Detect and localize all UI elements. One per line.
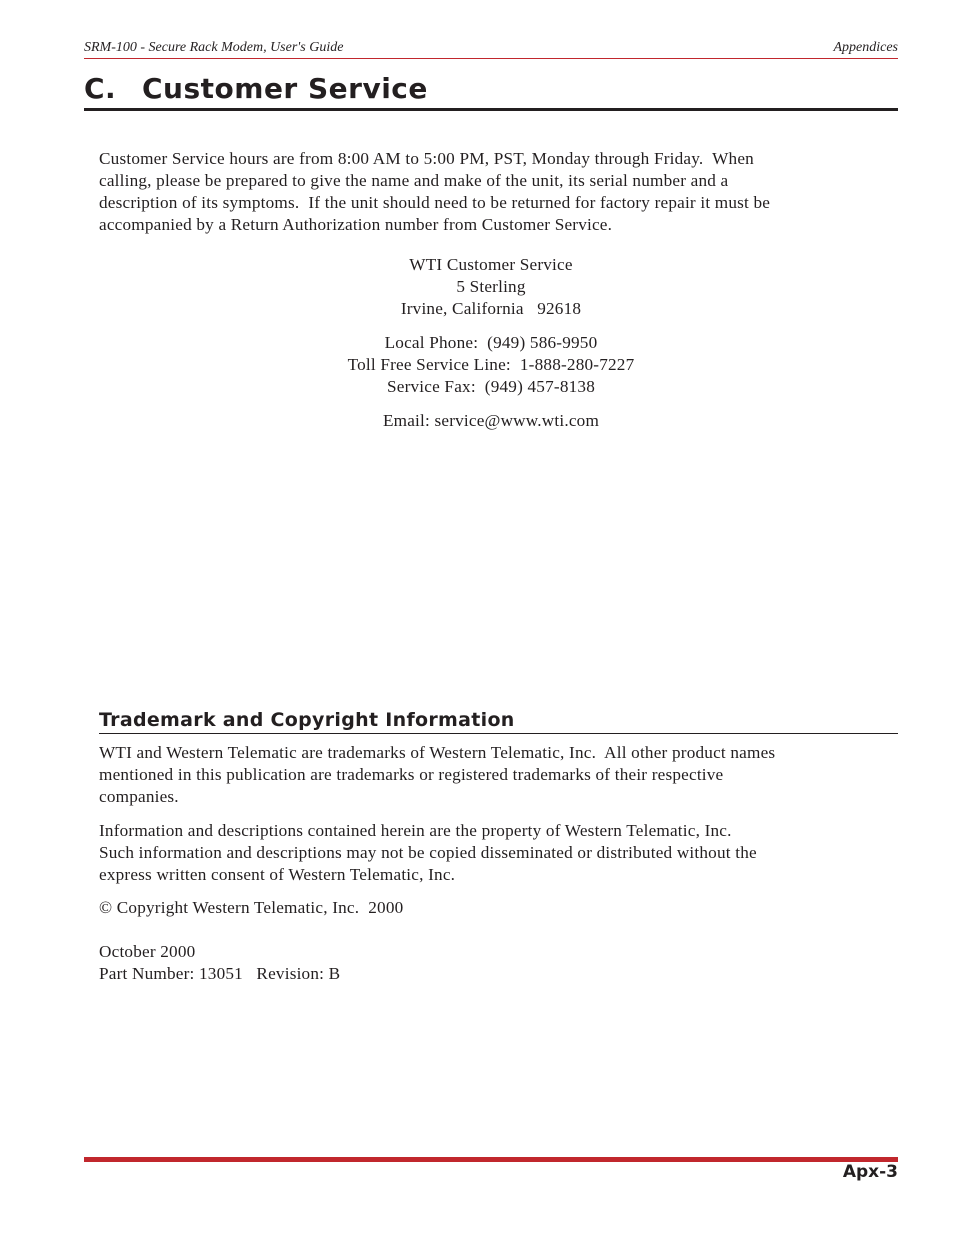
toll-free-phone: Toll Free Service Line: 1-888-280-7227 (347, 355, 635, 374)
trademark-paragraph (99, 742, 899, 808)
intro-line: Customer Service hours are from 8:00 AM to 5:00 PM, PST, Monday through Friday. When (99, 149, 754, 168)
intro-line: description of its symptoms. If the unit should need to be returned for factory repair it must be (99, 193, 771, 212)
trademark-heading: Trademark and Copyright Information (99, 708, 898, 734)
section-letter: C. (84, 72, 117, 105)
property-paragraph (99, 820, 899, 886)
copyright-notice (99, 897, 899, 919)
part-number: Part Number: 13051 Revision: B (99, 964, 341, 983)
publication-info (99, 941, 899, 985)
property-line: express written consent of Western Telematic, Inc. (99, 865, 456, 884)
trademark-line: WTI and Western Telematic are trademarks of Western Telematic, Inc. All other product names (99, 743, 776, 762)
publication-date: October 2000 (99, 942, 196, 961)
address-block (84, 254, 898, 320)
intro-line: accompanied by a Return Authorization number from Customer Service. (99, 215, 613, 234)
trademark-line: mentioned in this publication are trademarks or registered trademarks of their respective (99, 765, 724, 784)
footer-rule (84, 1157, 898, 1162)
header-guide-title: SRM-100 - Secure Rack Modem, User's Guide (84, 40, 344, 55)
email-text: Email: service@www.wti.com (382, 411, 600, 430)
service-fax: Service Fax: (949) 457-8138 (387, 377, 595, 396)
email-block (84, 410, 898, 432)
address-line: Irvine, California 92618 (400, 299, 582, 318)
local-phone: Local Phone: (949) 586-9950 (384, 333, 598, 352)
section-title-text: Customer Service (142, 72, 428, 105)
address-line: WTI Customer Service (409, 255, 573, 274)
property-line: Such information and descriptions may not be copied disseminated or distributed without the (99, 843, 757, 862)
phone-block (84, 332, 898, 398)
page-header (84, 38, 898, 59)
address-line: 5 Sterling (456, 277, 526, 296)
intro-line: calling, please be prepared to give the name and make of the unit, its serial number and a (99, 171, 729, 190)
intro-paragraph (99, 148, 899, 236)
property-line: Information and descriptions contained herein are the property of Western Telematic, Inc. (99, 821, 732, 840)
header-section-name: Appendices (833, 40, 898, 55)
section-title (84, 70, 898, 111)
copyright-text: © Copyright Western Telematic, Inc. 2000 (99, 898, 404, 917)
page-number: Apx-3 (842, 1162, 898, 1182)
trademark-line: companies. (99, 787, 179, 806)
